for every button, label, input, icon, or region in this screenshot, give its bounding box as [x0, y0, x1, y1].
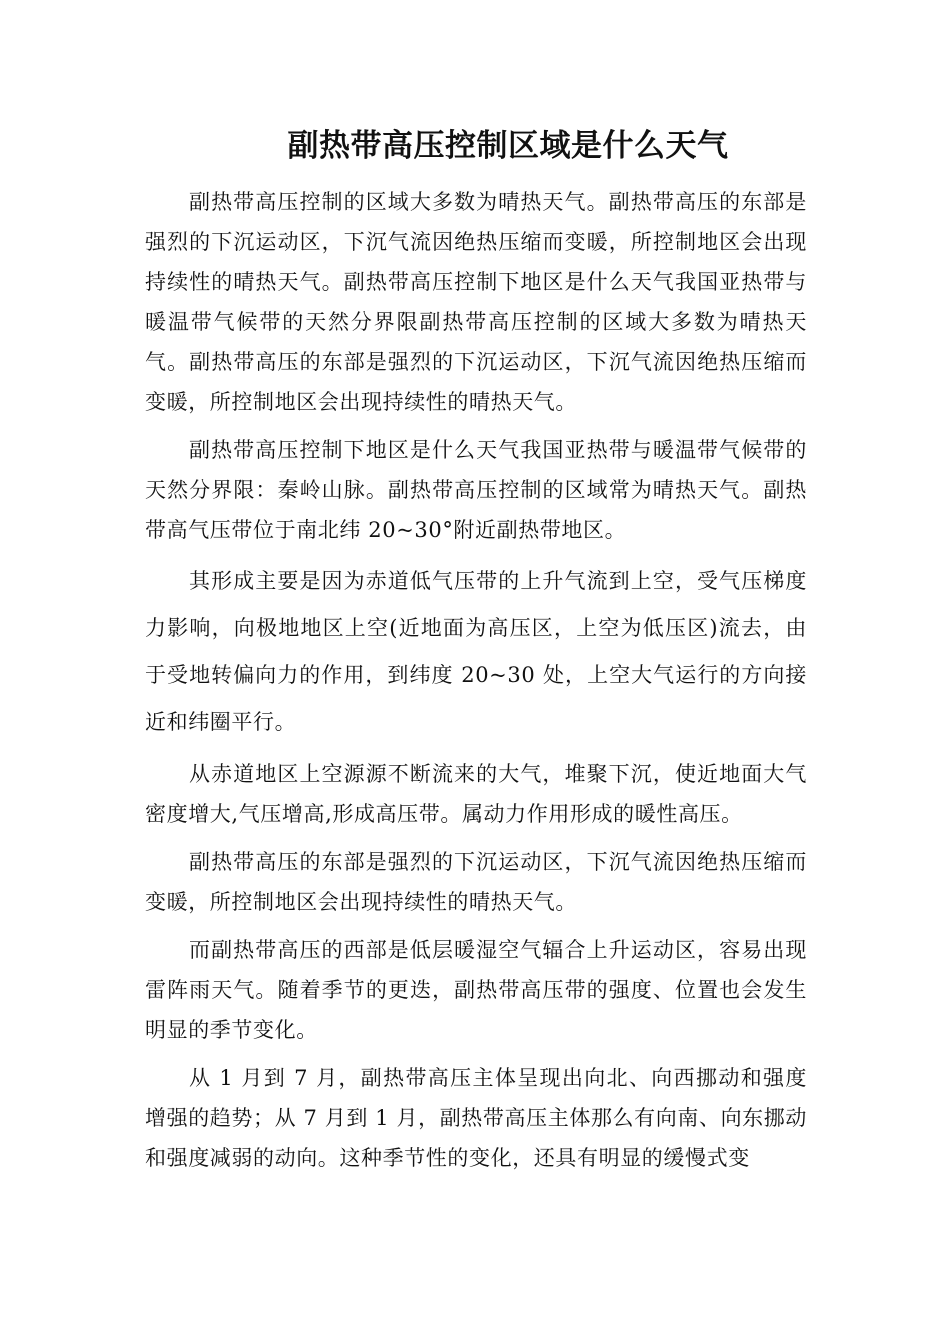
- paragraph-2: 副热带高压控制下地区是什么天气我国亚热带与暖温带气候带的天然分界限：秦岭山脉。副热带高压控制的区域常为晴热天气。副热带高气压带位于南北纬 20~30°附近副热带地区。: [145, 438, 807, 542]
- paragraph-7: 从 1 月到 7 月，副热带高压主体呈现出向北、向西挪动和强度增强的趋势；从 7 月到 1 月，副热带高压主体那么有向南、向东挪动和强度减弱的动向。这种季节性的变化，还具有明显的缓慢式变: [145, 1066, 807, 1170]
- paragraph-5: 副热带高压的东部是强烈的下沉运动区，下沉气流因绝热压缩而变暖，所控制地区会出现持续性的晴热天气。: [145, 850, 807, 914]
- paragraph-6: 而副热带高压的西部是低层暖湿空气辐合上升运动区，容易出现雷阵雨天气。随着季节的更迭，副热带高压带的强度、位置也会发生明显的季节变化。: [145, 938, 807, 1042]
- document-body: [145, 182, 807, 1186]
- paragraph-3: 其形成主要是因为赤道低气压带的上升气流到上空，受气压梯度力影响，向极地地区上空(近地面为高压区，上空为低压区)流去，由于受地转偏向力的作用，到纬度 20~30 处，上空大气运行的方向接近和纬圈平行。: [145, 569, 807, 734]
- paragraph-1: 副热带高压控制的区域大多数为晴热天气。副热带高压的东部是强烈的下沉运动区，下沉气流因绝热压缩而变暖，所控制地区会出现持续性的晴热天气。副热带高压控制下地区是什么天气我国亚热带与暖温带气候带的天然分界限副热带高压控制的区域大多数为晴热天气。副热带高压的东部是强烈的下沉运动区，下沉气流因绝热压缩而变暖，所控制地区会出现持续性的晴热天气。: [145, 190, 807, 414]
- document-title: 副热带高压控制区域是什么天气: [287, 128, 729, 164]
- paragraph-4: 从赤道地区上空源源不断流来的大气，堆聚下沉，使近地面大气密度增大,气压增高,形成高压带。属动力作用形成的暖性高压。: [145, 762, 807, 826]
